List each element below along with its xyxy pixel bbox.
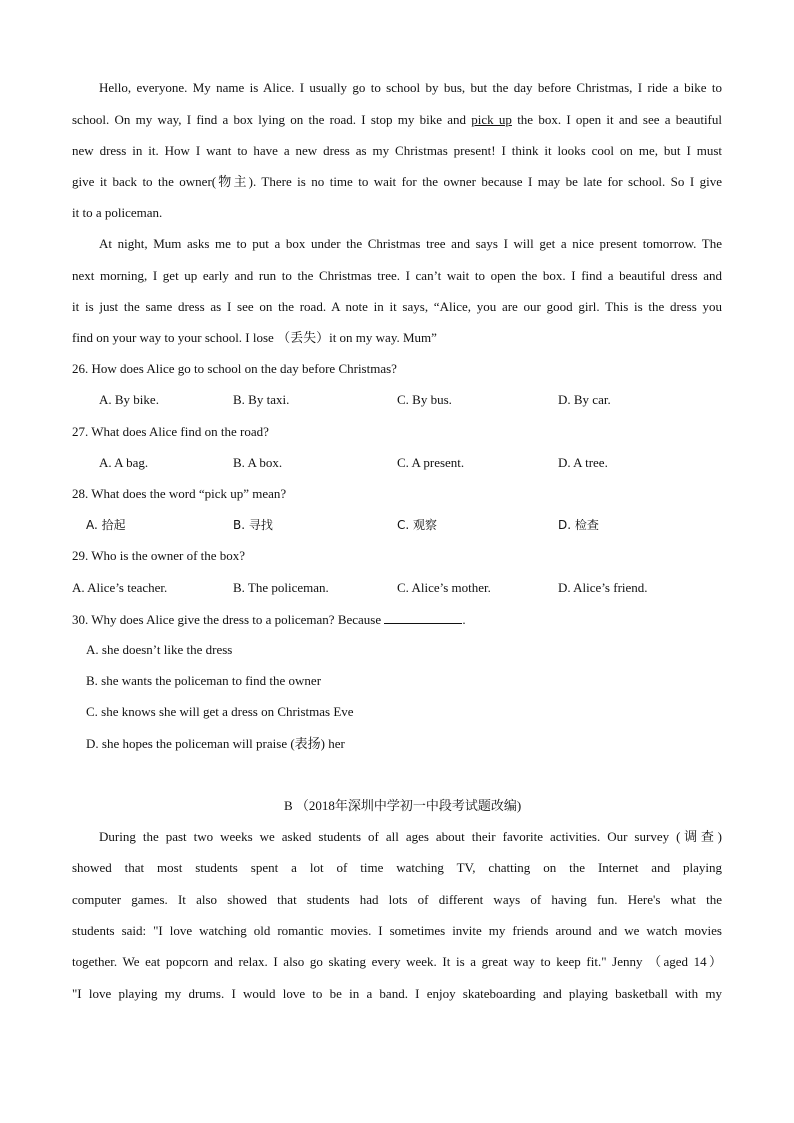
section-b-line-3: computer games. It also showed that students had lots of different ways of having fun. Here's what the xyxy=(72,892,722,907)
question-26-stem: 26. How does Alice go to school on the day before Christmas? xyxy=(72,361,397,376)
passage-a-line-2 xyxy=(72,112,722,128)
passage-a-line-1: Hello, everyone. My name is Alice. I usually go to school by bus, but the day before Christmas, I ride a bike to xyxy=(99,80,722,95)
passage-a-line-7: next morning, I get up early and run to the Christmas tree. I can’t wait to open the box. I find a beautiful dress and xyxy=(72,268,722,283)
underlined-phrase-pick-up: pick up xyxy=(471,112,512,127)
question-27-option-d: D. A tree. xyxy=(558,455,608,470)
passage-a-line-9: find on your way to your school. I lose （丢失）it on my way. Mum” xyxy=(72,330,437,345)
question-30-stem-end: . xyxy=(462,612,466,627)
question-28-option-c: C. 观察 xyxy=(397,518,438,532)
question-30-stem-text: 30. Why does Alice give the dress to a policeman? Because xyxy=(72,612,385,627)
passage-a-line-4: give it back to the owner(物主). There is no time to wait for the owner because I may be late for school. So I give xyxy=(72,174,722,189)
section-b-line-4: students said: "I love watching old romantic movies. I sometimes invite my friends around and we watch movies xyxy=(72,923,722,938)
question-27-option-c: C. A present. xyxy=(397,455,465,470)
question-26-option-b: B. By taxi. xyxy=(233,392,290,407)
question-27-stem: 27. What does Alice find on the road? xyxy=(72,424,269,439)
question-29-stem: 29. Who is the owner of the box? xyxy=(72,548,246,563)
question-26-option-d: D. By car. xyxy=(558,392,611,407)
section-b-line-2: showed that most students spent a lot of time watching TV, chatting on the Internet and playing xyxy=(72,860,722,875)
section-b-line-1: During the past two weeks we asked students of all ages about their favorite activities. Our survey (调查) xyxy=(99,829,722,844)
question-29-option-a: A. Alice’s teacher. xyxy=(72,580,168,595)
question-29-option-b: B. The policeman. xyxy=(233,580,329,595)
question-26-option-a: A. By bike. xyxy=(99,392,159,407)
answer-blank xyxy=(384,611,462,624)
question-28-option-b: B. 寻找 xyxy=(233,518,273,532)
passage-a-line-2-end: the box. I open it and see a beautiful xyxy=(511,112,722,127)
section-b-heading: B （2018年深圳中学初一中段考试题改编) xyxy=(284,798,522,813)
question-26-option-c: C. By bus. xyxy=(397,392,452,407)
passage-a-line-6: At night, Mum asks me to put a box under the Christmas tree and says I will get a nice present tomorrow. The xyxy=(99,236,722,251)
passage-a-line-5: it to a policeman. xyxy=(72,205,163,220)
passage-a-line-3: new dress in it. How I want to have a new dress as my Christmas present! I think it looks cool on me, but I must xyxy=(72,143,722,158)
question-30-option-b: B. she wants the policeman to find the owner xyxy=(86,673,322,688)
question-29-option-c: C. Alice’s mother. xyxy=(397,580,491,595)
question-30-option-c: C. she knows she will get a dress on Christmas Eve xyxy=(86,704,354,719)
question-28-option-d: D. 检查 xyxy=(558,518,599,532)
question-28-stem: 28. What does the word “pick up” mean? xyxy=(72,486,287,501)
section-b-line-5: together. We eat popcorn and relax. I also go skating every week. It is a great way to keep fit." Jenny （aged 14） xyxy=(72,954,722,969)
question-27-option-b: B. A box. xyxy=(233,455,283,470)
question-30-option-d: D. she hopes the policeman will praise (表扬) her xyxy=(86,736,345,751)
section-b-line-6: "I love playing my drums. I would love to be in a band. I enjoy skateboarding and playing basketball with my xyxy=(72,986,722,1001)
question-30-option-a: A. she doesn’t like the dress xyxy=(86,642,233,657)
question-30-stem xyxy=(72,611,466,628)
question-29-option-d: D. Alice’s friend. xyxy=(558,580,648,595)
passage-a-line-2-start: school. On my way, I find a box lying on the road. I stop my bike and xyxy=(72,112,472,127)
passage-a-line-8: it is just the same dress as I see on the road. A note in it says, “Alice, you are our good girl. This is the dress you xyxy=(72,299,722,314)
question-27-option-a: A. A bag. xyxy=(99,455,149,470)
question-28-option-a: A. 拾起 xyxy=(86,518,126,532)
